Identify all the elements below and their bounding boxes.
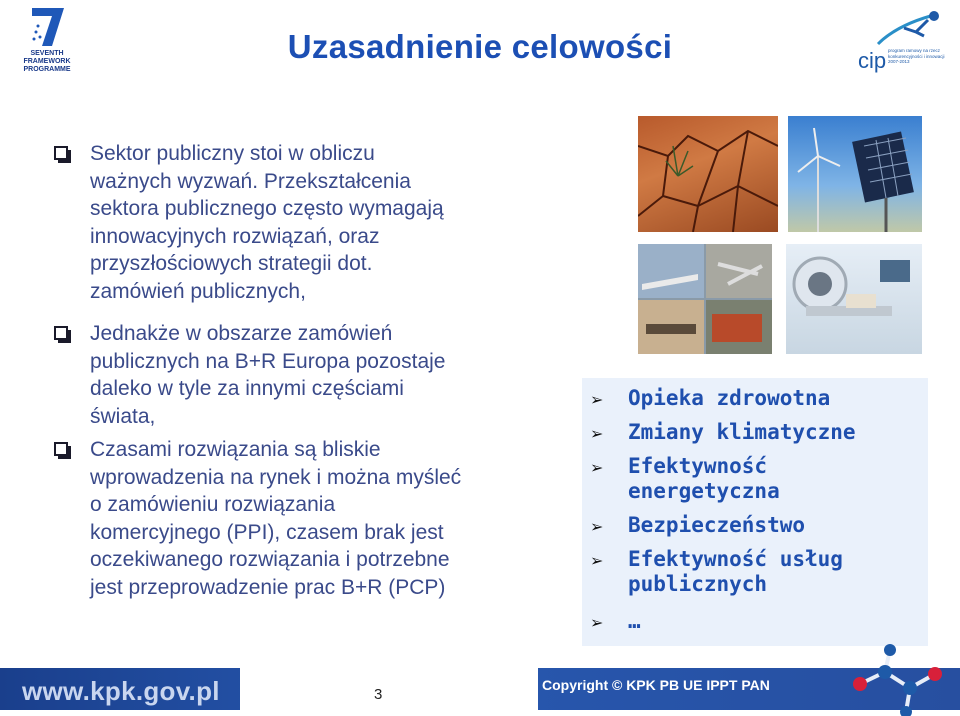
arrow-bullet-icon: ➢ xyxy=(590,390,604,409)
bullet-item xyxy=(54,436,524,464)
checkbox-bullet-icon xyxy=(54,326,68,340)
cracked-earth-photo xyxy=(638,116,778,232)
list-item: ➢ Efektywność usług publicznych xyxy=(590,547,843,596)
page-title: Uzasadnienie celowości xyxy=(287,28,673,65)
copyright-text: Copyright © KPK PB UE IPPT PAN xyxy=(542,677,770,693)
fp7-logo-text: SEVENTH FRAMEWORK PROGRAMME xyxy=(23,50,71,73)
molecule-logo-icon xyxy=(840,644,958,716)
medical-photo xyxy=(786,244,922,354)
arrow-bullet-icon: ➢ xyxy=(590,613,604,632)
list-item: ➢ … xyxy=(590,609,641,633)
arrow-bullet-icon: ➢ xyxy=(590,551,604,570)
text-line: ważnych wyzwań. Przekształcenia xyxy=(90,169,411,193)
text-line: wprowadzenia na rynek i można myśleć xyxy=(90,465,462,489)
text-line: Czasami rozwiązania są bliskie xyxy=(90,438,381,461)
bullet-item xyxy=(54,320,524,348)
cip-logo-subtext: program ramowy na rzecz konkurencyjności i innowacji 2007-2013 xyxy=(888,48,945,64)
list-item: ➢ Efektywność energetyczna xyxy=(590,454,780,503)
text-line: publicznych na B+R Europa pozostaje xyxy=(90,349,446,373)
footer-white-panel xyxy=(240,664,538,716)
list-item: ➢ Bezpieczeństwo xyxy=(590,513,806,537)
list-item: ➢ Zmiany klimatyczne xyxy=(590,420,856,444)
footer xyxy=(0,664,960,716)
arrow-bullet-icon: ➢ xyxy=(590,517,604,536)
checkbox-bullet-icon xyxy=(54,442,68,456)
text-line: świata, xyxy=(90,404,156,428)
text-line: Sektor publiczny stoi w obliczu xyxy=(90,142,375,165)
cip-logo-text: cip xyxy=(858,48,887,73)
page-number: 3 xyxy=(374,686,383,703)
text-line: innowacyjnych rozwiązań, oraz xyxy=(90,224,380,248)
text-line: Jednakże w obszarze zamówień xyxy=(90,322,393,345)
left-text-block xyxy=(54,140,524,601)
text-line: daleko w tyle za innymi częściami xyxy=(90,377,404,400)
text-line: komercyjnego (PPI), czasem brak jest xyxy=(90,520,444,544)
transport-photo-collage xyxy=(638,244,772,354)
wind-solar-photo xyxy=(788,116,922,232)
arrow-bullet-icon: ➢ xyxy=(590,458,604,477)
topic-list-box xyxy=(582,378,928,646)
arrow-bullet-icon: ➢ xyxy=(590,424,604,443)
text-line: przyszłościowych strategii dot. xyxy=(90,252,373,275)
checkbox-bullet-icon xyxy=(54,146,68,160)
bullet-item xyxy=(54,140,524,168)
footer-url: www.kpk.gov.pl xyxy=(22,676,220,706)
text-line: oczekiwanego rozwiązania i potrzebne xyxy=(90,548,450,571)
text-line: zamówień publicznych, xyxy=(90,279,306,303)
list-item: ➢ Opieka zdrowotna xyxy=(590,386,831,410)
text-line: o zamówieniu rozwiązania xyxy=(90,493,336,516)
text-line: jest przeprowadzenie prac B+R (PCP) xyxy=(90,575,446,599)
text-line: sektora publicznego często wymagają xyxy=(90,197,444,220)
